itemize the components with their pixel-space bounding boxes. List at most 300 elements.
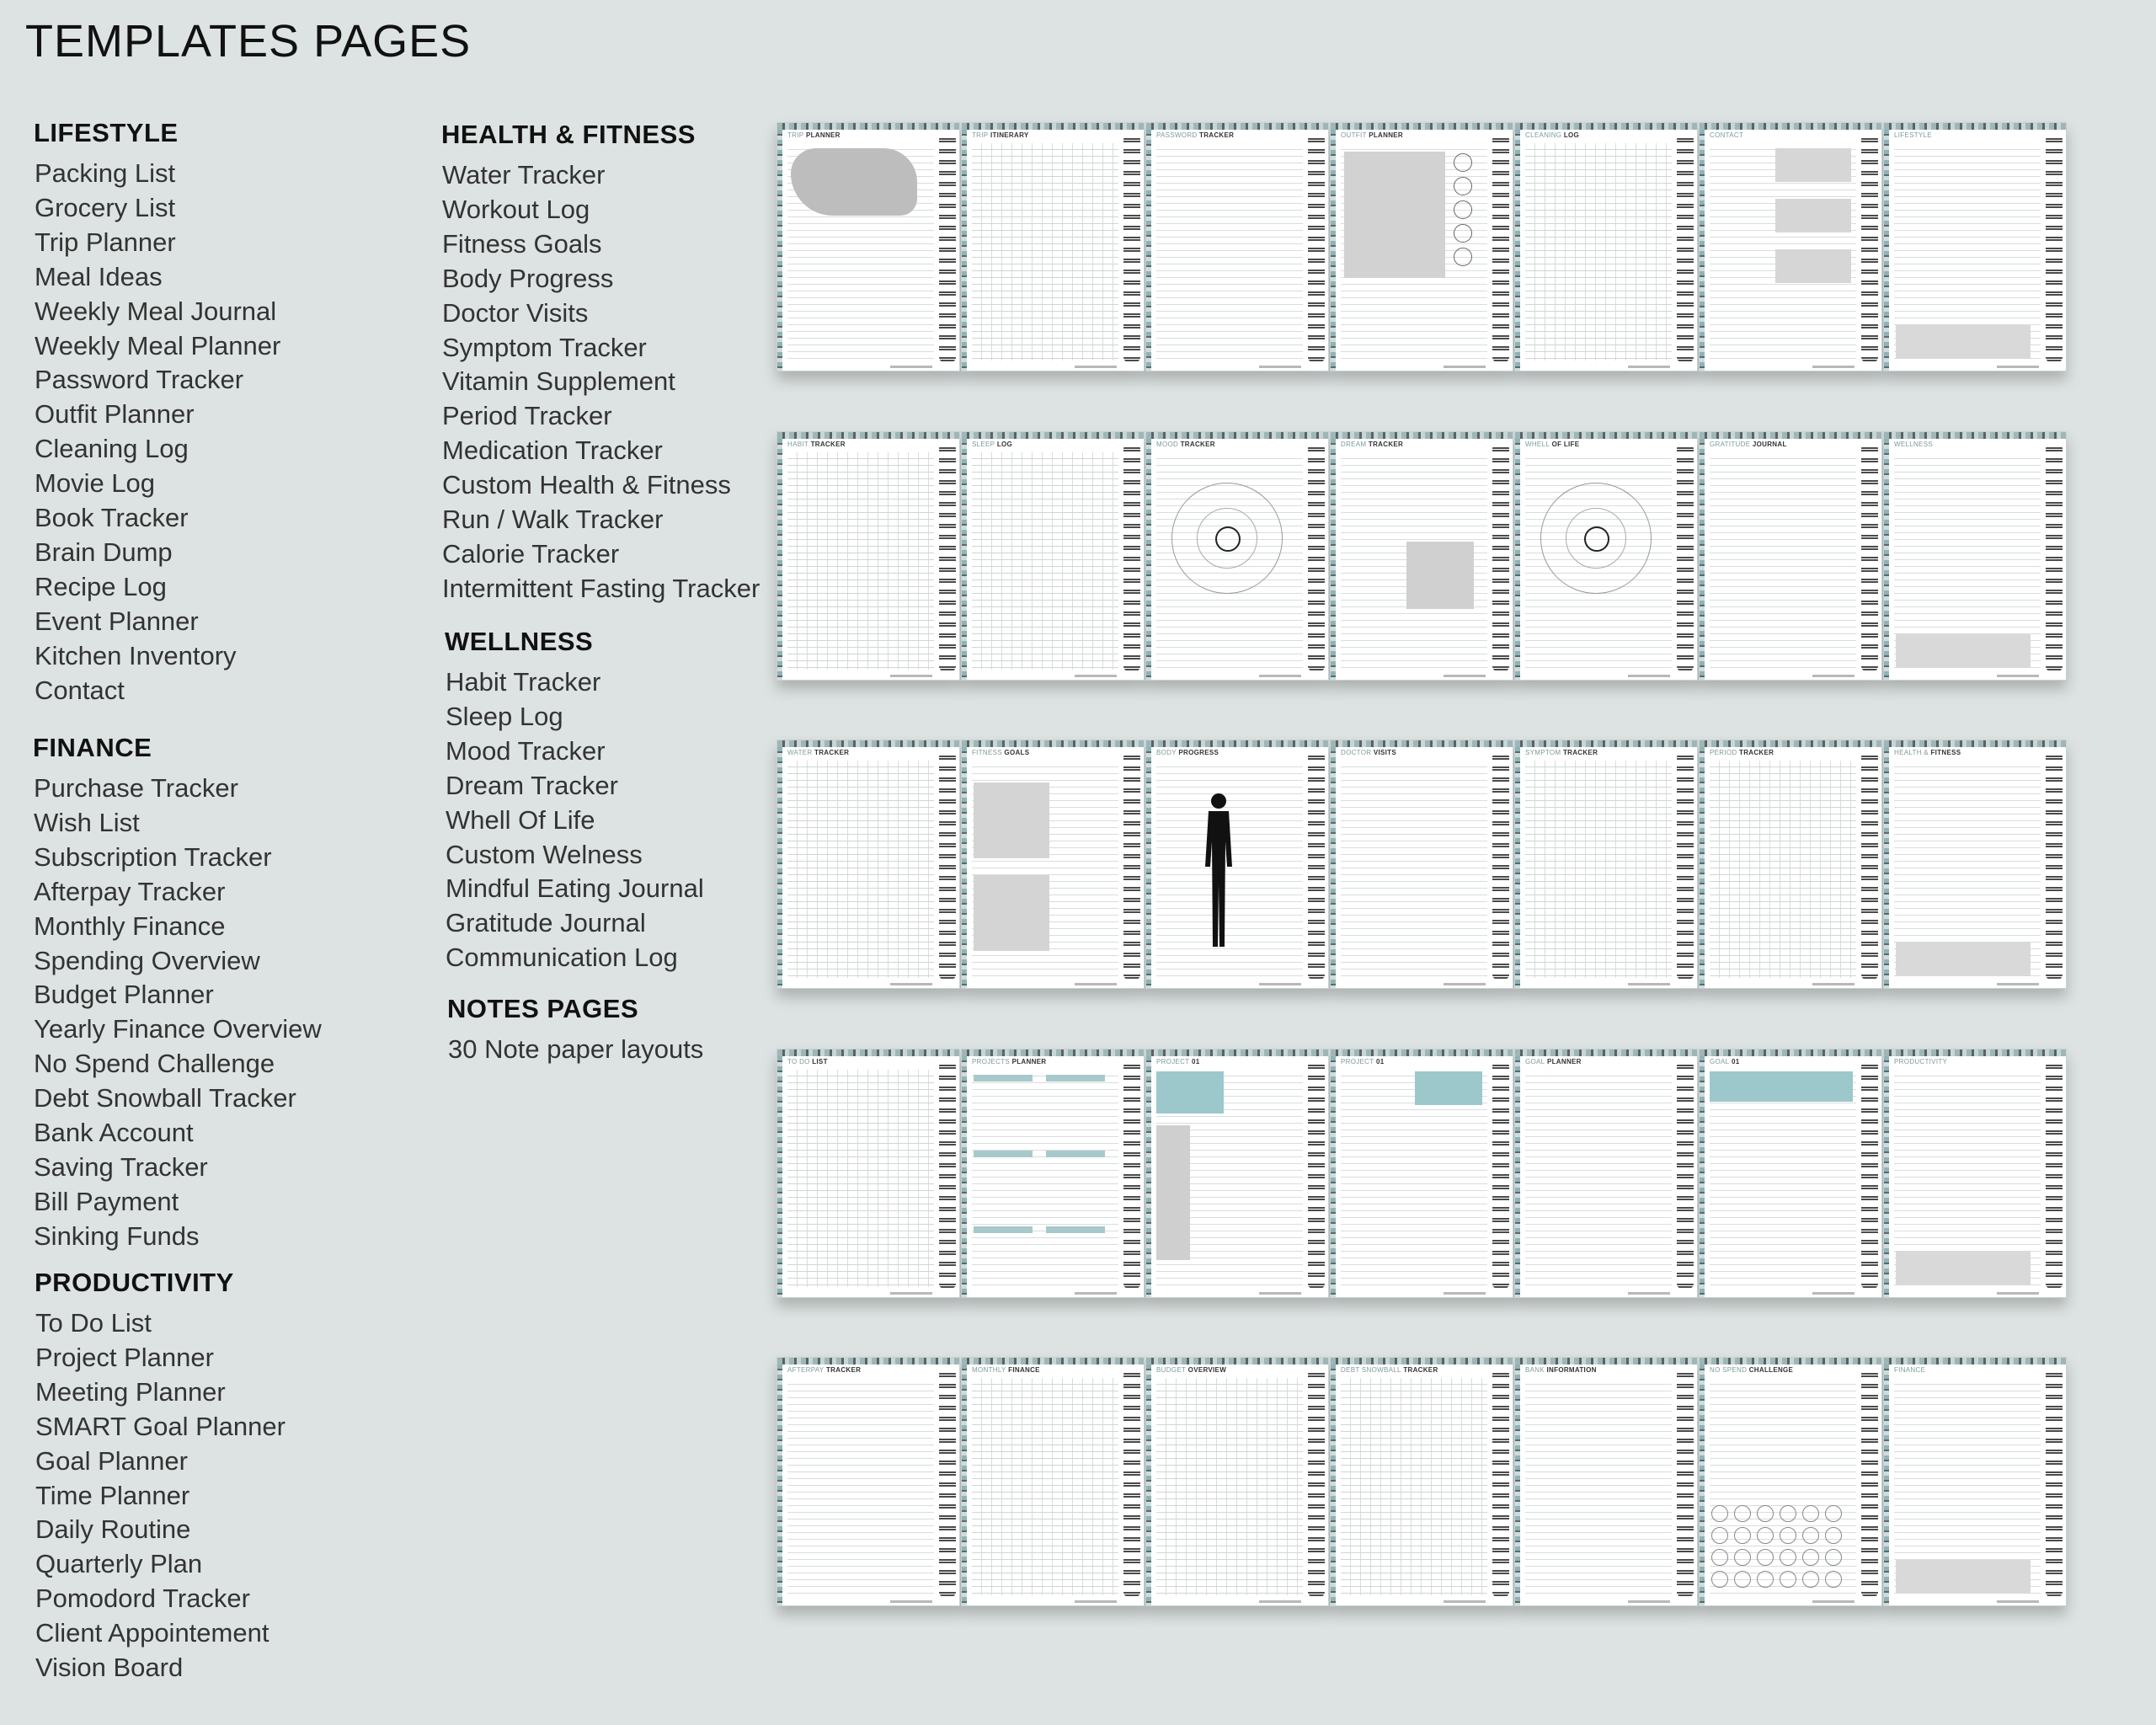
page-top-band — [1515, 740, 1697, 747]
page-side-strip — [962, 747, 967, 988]
template-list-item: No Spend Challenge — [34, 1049, 275, 1079]
template-list-item: Sinking Funds — [34, 1220, 200, 1251]
template-list-item: Whell Of Life — [446, 804, 595, 835]
template-list-item: Calorie Tracker — [442, 538, 620, 569]
fitness-photo-2 — [974, 875, 1049, 951]
thumbnail-title-suffix: OF LIFE — [1551, 441, 1580, 448]
template-list-item: Budget Planner — [34, 980, 214, 1010]
page-side-strip — [962, 1056, 967, 1297]
page-footer — [1259, 366, 1301, 368]
page-side-strip — [1331, 747, 1336, 988]
thumbnail-body — [787, 452, 934, 670]
thumbnail-row-5 — [776, 1357, 2156, 1610]
thumbnail-title — [787, 749, 849, 756]
template-thumbnail — [1699, 122, 1882, 371]
page-top-band — [1146, 1358, 1328, 1365]
template-thumbnail — [1145, 122, 1329, 371]
template-list-item: Mood Tracker — [446, 735, 606, 766]
thumbnail-title — [1894, 441, 1933, 448]
thumbnail-title-prefix: HEALTH & — [1894, 749, 1929, 756]
thumbnail-title-prefix: FINANCE — [1894, 1366, 1926, 1374]
thumbnail-title-prefix: TO DO — [787, 1058, 810, 1065]
thumbnail-title — [1894, 749, 1961, 756]
template-list-item: Trip Planner — [35, 227, 176, 257]
thumbnail-title-prefix: PROJECT — [1341, 1058, 1374, 1065]
template-thumbnail — [1330, 1049, 1513, 1298]
thumbnail-title-suffix: FINANCE — [1008, 1366, 1040, 1374]
page-side-strip — [1331, 130, 1336, 371]
template-list-item: Mindful Eating Journal — [446, 873, 704, 904]
page-top-band — [1700, 1049, 1881, 1056]
template-list-item: SMART Goal Planner — [35, 1411, 286, 1441]
thumbnail-title-suffix: FITNESS — [1930, 749, 1961, 756]
nospend-day-circle — [1711, 1571, 1728, 1588]
thumbnail-title-suffix: CHALLENGE — [1748, 1366, 1794, 1374]
thumbnail-title-prefix: TRIP — [787, 131, 804, 139]
template-list-item: Quarterly Plan — [35, 1549, 203, 1579]
page-side-strip — [777, 1056, 782, 1297]
page-footer — [1259, 983, 1301, 985]
nospend-day-circle — [1711, 1527, 1728, 1544]
page-top-band — [777, 740, 959, 747]
thumbnail-title-suffix: TRACKER — [1368, 441, 1404, 448]
thumbnail-title — [1710, 1058, 1739, 1065]
page-footer — [1075, 1292, 1117, 1295]
page-side-strip — [777, 130, 782, 371]
template-list-item: Afterpay Tracker — [34, 876, 226, 906]
thumbnail-title — [787, 1366, 861, 1374]
page-top-band — [962, 1049, 1144, 1056]
page-side-strip — [1884, 1056, 1889, 1297]
page-footer — [1628, 1292, 1670, 1295]
page-top-band — [777, 1358, 959, 1365]
template-list-item: Monthly Finance — [34, 911, 226, 941]
thumbnail-title — [1894, 131, 1932, 139]
template-list-item: Daily Routine — [35, 1514, 191, 1545]
template-list-item: Time Planner — [35, 1480, 190, 1510]
template-thumbnail — [961, 1049, 1145, 1298]
template-list-item: Sleep Log — [446, 701, 563, 731]
thumbnail-title-prefix: MONTHLY — [972, 1366, 1006, 1374]
fitness-photo-1 — [974, 782, 1049, 858]
contact-block-3 — [1775, 249, 1851, 283]
binder-rings — [2046, 1061, 2063, 1289]
template-thumbnail — [961, 1357, 1145, 1606]
page-side-strip — [1884, 439, 1889, 680]
thumbnail-title-suffix: TRACKER — [1403, 1366, 1438, 1374]
page-footer — [1628, 366, 1670, 368]
template-list-item: Wish List — [34, 807, 140, 837]
page-side-strip — [777, 1365, 782, 1605]
outfit-circle — [1454, 248, 1472, 266]
notes-heading: NOTES PAGES — [447, 994, 639, 1023]
template-thumbnail — [776, 740, 960, 989]
page-footer — [1259, 675, 1301, 677]
productivity-heading: PRODUCTIVITY — [35, 1268, 234, 1297]
template-thumbnail — [1883, 1357, 2067, 1606]
productivity-section — [35, 1268, 286, 1685]
wellness-heading: WELLNESS — [445, 627, 594, 656]
page-footer — [1812, 1600, 1854, 1603]
template-list-item: Outfit Planner — [35, 399, 195, 430]
page-footer — [1259, 1600, 1301, 1603]
thumbnail-body — [1525, 1070, 1672, 1287]
page-footer — [1444, 366, 1486, 368]
page-top-band — [1331, 1358, 1513, 1365]
thumbnail-title-suffix: TRACKER — [1199, 131, 1235, 139]
productivity-list — [35, 1306, 286, 1685]
thumbnail-title-prefix: BANK — [1525, 1366, 1545, 1374]
template-list-item: Packing List — [35, 158, 176, 188]
page-footer — [1444, 1292, 1486, 1295]
index-notes-box — [1896, 1252, 2031, 1285]
template-list-item: Goal Planner — [35, 1445, 188, 1476]
page-top-band — [1515, 432, 1697, 439]
template-list-item: Kitchen Inventory — [35, 640, 237, 670]
thumbnail-title-suffix: TRACKER — [810, 441, 846, 448]
binder-rings — [1308, 1061, 1325, 1289]
page-footer — [1997, 983, 2039, 985]
lifestyle-list — [34, 157, 280, 708]
template-thumbnail — [1330, 1357, 1513, 1606]
thumbnail-title-suffix: GOALS — [1004, 749, 1030, 756]
template-list-item: To Do List — [35, 1308, 152, 1338]
template-list-item: Intermittent Fasting Tracker — [442, 573, 760, 603]
template-thumbnail — [1514, 431, 1698, 681]
binder-rings — [939, 1370, 956, 1597]
thumbnail-title — [972, 1058, 1046, 1065]
page-side-strip — [777, 747, 782, 988]
binder-rings — [1492, 1061, 1509, 1289]
thumbnail-title-prefix: LIFESTYLE — [1894, 131, 1932, 139]
template-thumbnail — [1699, 431, 1882, 681]
page-footer — [1997, 1600, 2039, 1603]
project-header — [974, 1226, 1033, 1233]
page-side-strip — [962, 130, 967, 371]
thumbnail-title-prefix: SLEEP — [972, 441, 995, 448]
thumbnail-title — [787, 131, 841, 139]
thumbnail-title-prefix: GRATITUDE — [1710, 441, 1751, 448]
template-list-item: Vision Board — [35, 1653, 184, 1683]
page-footer — [1259, 1292, 1301, 1295]
template-thumbnail — [961, 740, 1145, 989]
page-side-strip — [962, 439, 967, 680]
body-silhouette — [1202, 791, 1235, 951]
page-top-band — [1700, 123, 1881, 130]
page-footer — [1628, 675, 1670, 677]
nospend-day-circle — [1780, 1505, 1796, 1522]
project-header — [1046, 1075, 1105, 1081]
binder-rings — [1677, 752, 1694, 980]
wheel-center — [1584, 526, 1609, 552]
binder-rings — [1861, 444, 1878, 671]
page-side-strip — [1884, 130, 1889, 371]
page-top-band — [962, 1358, 1144, 1365]
nospend-day-circle — [1734, 1505, 1751, 1522]
thumbnail-body — [787, 1070, 934, 1287]
wellness-list — [445, 665, 704, 975]
nospend-day-circle — [1780, 1549, 1796, 1566]
template-thumbnail — [1330, 740, 1513, 989]
template-thumbnail — [1330, 122, 1513, 371]
template-list-item: Purchase Tracker — [34, 773, 238, 803]
thumbnail-row-4 — [776, 1049, 2156, 1301]
page-footer — [1444, 983, 1486, 985]
thumbnail-title — [1156, 1366, 1226, 1374]
binder-rings — [1308, 752, 1325, 980]
thumbnail-body — [1341, 1378, 1487, 1595]
thumbnail-title-suffix: JOURNAL — [1752, 441, 1787, 448]
nospend-day-circle — [1825, 1527, 1842, 1544]
thumbnail-title-prefix: PROJECT — [1156, 1058, 1190, 1065]
page-top-band — [1146, 123, 1328, 130]
page-side-strip — [1700, 439, 1705, 680]
page-side-strip — [1700, 1365, 1705, 1605]
template-list-item: Event Planner — [35, 606, 199, 636]
template-list-item: 30 Note paper layouts — [448, 1034, 704, 1064]
thumbnail-title-prefix: OUTFIT — [1341, 131, 1367, 139]
health-section — [441, 120, 760, 606]
page-top-band — [777, 1049, 959, 1056]
nospend-day-circle — [1757, 1505, 1774, 1522]
page-top-band — [1515, 1049, 1697, 1056]
template-list-item: Dream Tracker — [446, 770, 618, 800]
template-list-item: Subscription Tracker — [34, 841, 272, 872]
index-notes-box — [1896, 325, 2031, 359]
binder-rings — [939, 444, 956, 671]
thumbnail-title-prefix: GOAL — [1710, 1058, 1730, 1065]
page-side-strip — [1884, 747, 1889, 988]
template-thumbnail — [776, 122, 960, 371]
thumbnail-title-prefix: GOAL — [1525, 1058, 1545, 1065]
thumbnail-body — [1156, 1378, 1303, 1595]
nospend-day-circle — [1802, 1527, 1819, 1544]
thumbnail-body — [972, 452, 1118, 670]
template-thumbnail — [961, 122, 1145, 371]
nospend-day-circle — [1711, 1549, 1728, 1566]
page-side-strip — [1515, 130, 1520, 371]
page-top-band — [1331, 123, 1513, 130]
thumbnail-title-prefix: WATER — [787, 749, 813, 756]
page-top-band — [1884, 1358, 2066, 1365]
nospend-day-circle — [1802, 1505, 1819, 1522]
page-footer — [1997, 1292, 2039, 1295]
binder-rings — [1123, 1061, 1140, 1289]
template-thumbnail — [1883, 1049, 2067, 1298]
health-list — [441, 158, 760, 606]
thumbnail-title — [1156, 441, 1215, 448]
page-footer — [1444, 675, 1486, 677]
thumbnail-title-prefix: PASSWORD — [1156, 131, 1198, 139]
page-footer — [1997, 366, 2039, 368]
thumbnail-title-prefix: HABIT — [787, 441, 809, 448]
template-thumbnail — [776, 1049, 960, 1298]
project-teal-box — [1415, 1071, 1482, 1105]
thumbnail-title-prefix: TRIP — [972, 131, 989, 139]
thumbnail-body — [972, 143, 1118, 360]
binder-rings — [1492, 444, 1509, 671]
thumbnail-body — [787, 761, 934, 978]
template-list-item: Brain Dump — [35, 537, 173, 567]
page-top-band — [1331, 740, 1513, 747]
template-list-item: Body Progress — [442, 263, 614, 293]
page-side-strip — [1700, 747, 1705, 988]
thumbnail-title — [972, 441, 1012, 448]
thumbnail-title — [972, 1366, 1040, 1374]
contact-block-1 — [1775, 148, 1851, 182]
thumbnail-title-suffix: PLANNER — [1546, 1058, 1582, 1065]
template-list-item: Book Tracker — [35, 503, 189, 533]
wheel-center — [1215, 526, 1241, 552]
binder-rings — [939, 1061, 956, 1289]
template-thumbnail — [1514, 740, 1698, 989]
nospend-day-circle — [1802, 1571, 1819, 1588]
nospend-day-circle — [1825, 1571, 1842, 1588]
page-title: TEMPLATES PAGES — [25, 16, 472, 67]
template-thumbnail — [1883, 122, 2067, 371]
thumbnail-body — [1710, 1070, 1856, 1287]
binder-rings — [2046, 1370, 2063, 1597]
template-list-item: Project Planner — [35, 1342, 214, 1372]
template-thumbnail — [1514, 122, 1698, 371]
template-list-item: Yearly Finance Overview — [34, 1014, 322, 1044]
thumbnail-title-suffix: INFORMATION — [1546, 1366, 1597, 1374]
binder-rings — [939, 752, 956, 980]
thumbnail-body — [1525, 1378, 1672, 1595]
template-list-item: Recipe Log — [35, 571, 167, 601]
finance-section — [33, 733, 322, 1254]
template-thumbnail — [1514, 1357, 1698, 1606]
thumbnail-title-prefix: DOCTOR — [1341, 749, 1372, 756]
template-thumbnail — [1330, 431, 1513, 681]
thumbnail-title — [1525, 749, 1598, 756]
page-top-band — [1700, 432, 1881, 439]
index-notes-box — [1896, 634, 2031, 668]
thumbnail-title-suffix: LIST — [812, 1058, 828, 1065]
thumbnail-title — [1525, 441, 1579, 448]
outfit-circle — [1454, 153, 1472, 172]
template-thumbnail — [1699, 1357, 1882, 1606]
nospend-day-circle — [1757, 1549, 1774, 1566]
thumbnail-body — [1156, 143, 1303, 360]
world-map — [791, 148, 917, 216]
page-side-strip — [1700, 130, 1705, 371]
nospend-day-circle — [1825, 1549, 1842, 1566]
binder-rings — [1861, 1061, 1878, 1289]
nospend-day-circle — [1711, 1505, 1728, 1522]
page-footer — [890, 366, 932, 368]
page-side-strip — [1884, 1365, 1889, 1605]
finance-heading: FINANCE — [33, 733, 152, 762]
thumbnail-title-prefix: WHELL — [1525, 441, 1550, 448]
outfit-circle — [1454, 200, 1472, 219]
thumbnail-title-prefix: CLEANING — [1525, 131, 1562, 139]
nospend-day-circle — [1757, 1527, 1774, 1544]
thumbnail-title — [1710, 441, 1787, 448]
nospend-day-circle — [1825, 1505, 1842, 1522]
thumbnail-body — [787, 1378, 934, 1595]
page-footer — [1444, 1600, 1486, 1603]
thumbnail-title-suffix: PLANNER — [1011, 1058, 1047, 1065]
page-footer — [1075, 366, 1117, 368]
template-list-item: Movie Log — [35, 468, 156, 499]
page-side-strip — [1515, 747, 1520, 988]
template-list-item: Grocery List — [35, 192, 176, 222]
binder-rings — [1123, 135, 1140, 362]
template-list-item: Custom Welness — [446, 839, 643, 869]
thumbnail-title — [1156, 131, 1234, 139]
page-side-strip — [1331, 439, 1336, 680]
template-list-item: Client Appointement — [35, 1618, 270, 1648]
page-top-band — [1515, 1358, 1697, 1365]
thumbnail-body — [972, 1378, 1118, 1595]
goal-teal-box — [1710, 1071, 1853, 1102]
thumbnail-title — [1525, 1366, 1597, 1374]
thumbnail-title-prefix: SYMPTOM — [1525, 749, 1561, 756]
binder-rings — [1492, 752, 1509, 980]
nospend-day-circle — [1734, 1527, 1751, 1544]
page-footer — [1075, 983, 1117, 985]
nospend-day-circle — [1802, 1549, 1819, 1566]
template-thumbnail — [961, 431, 1145, 681]
thumbnail-body — [1341, 761, 1487, 978]
thumbnail-title — [1525, 1058, 1582, 1065]
thumbnail-title — [1341, 1058, 1384, 1065]
thumbnail-title-prefix: NO SPEND — [1710, 1366, 1748, 1374]
page-side-strip — [1515, 1365, 1520, 1605]
page-side-strip — [1146, 747, 1151, 988]
template-list-item: Medication Tracker — [442, 435, 663, 466]
binder-rings — [1677, 444, 1694, 671]
thumbnail-title-prefix: DEBT SNOWBALL — [1341, 1366, 1401, 1374]
thumbnail-title — [1525, 131, 1579, 139]
template-list-item: Fitness Goals — [442, 228, 602, 259]
binder-rings — [2046, 135, 2063, 362]
thumbnail-title — [1894, 1058, 1947, 1065]
index-notes-box — [1896, 943, 2031, 976]
page-top-band — [1146, 432, 1328, 439]
index-notes-box — [1896, 1560, 2031, 1594]
nospend-day-circle — [1734, 1549, 1751, 1566]
page-side-strip — [1515, 439, 1520, 680]
page-top-band — [1331, 432, 1513, 439]
thumbnail-title-suffix: 01 — [1191, 1058, 1200, 1065]
thumbnail-title — [972, 131, 1029, 139]
template-thumbnail — [1514, 1049, 1698, 1298]
thumbnail-title-suffix: VISITS — [1373, 749, 1396, 756]
binder-rings — [1861, 135, 1878, 362]
thumbnail-title-prefix: MOOD — [1156, 441, 1179, 448]
page-footer — [1628, 983, 1670, 985]
template-list-item: Symptom Tracker — [442, 332, 647, 362]
binder-rings — [1492, 135, 1509, 362]
page-side-strip — [1146, 130, 1151, 371]
page-top-band — [1331, 1049, 1513, 1056]
template-list-item: Bank Account — [34, 1118, 194, 1148]
finance-list — [33, 772, 322, 1254]
thumbnail-title — [1894, 1366, 1925, 1374]
page-footer — [1812, 983, 1854, 985]
page-top-band — [1700, 740, 1881, 747]
thumbnail-title — [787, 441, 846, 448]
thumbnail-title — [972, 749, 1029, 756]
page-side-strip — [1515, 1056, 1520, 1297]
contact-block-2 — [1775, 199, 1851, 232]
thumbnail-title — [1341, 1366, 1438, 1374]
page-footer — [1812, 675, 1854, 677]
binder-rings — [1308, 135, 1325, 362]
template-list-item: Water Tracker — [442, 160, 606, 190]
